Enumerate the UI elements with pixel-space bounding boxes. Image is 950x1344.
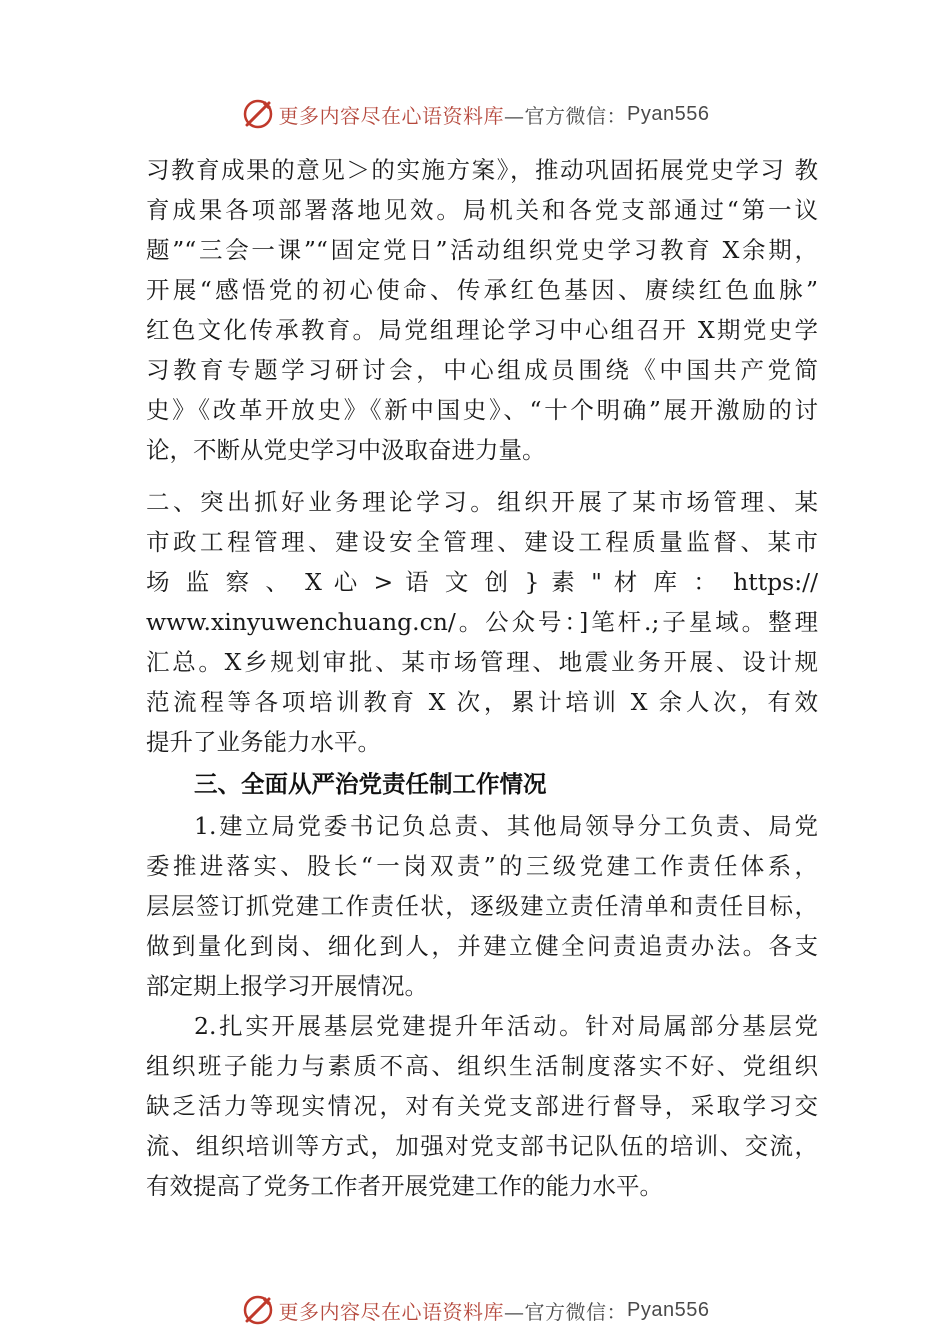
text-line: 委推进落实、股长“一岗双责”的三级党建工作责任体系，	[146, 852, 818, 880]
text-line: 论，不断从党史学习中汲取奋进力量。	[146, 436, 546, 464]
text-line: 市政工程管理、建设安全管理、建设工程质量监督、某市	[146, 528, 818, 556]
text-line: 做到量化到岗、细化到人，并建立健全问责追责办法。各支	[146, 932, 818, 960]
header-banner	[0, 94, 950, 134]
text-line: 场 监 察 、 X 心 > 语 文 创 } 素 " 材 库 ： https://	[146, 568, 818, 596]
document-body	[146, 150, 818, 1206]
text-line: 部定期上报学习开展情况。	[146, 972, 428, 1000]
text-line: 题”“三会一课”“固定党日”活动组织党史学习教育 X余期，	[146, 236, 818, 264]
text-line: 史》《改革开放史》《新中国史》、“十个明确”展开激励的讨	[146, 396, 818, 424]
text-line: www.xinyuwenchuang.cn/。公众号：]笔杆.;子星域。整理	[146, 608, 818, 636]
banner-brand-text: 更多内容尽在心语资料库	[278, 103, 505, 128]
footer-banner	[0, 1290, 950, 1330]
banner-brand-text: 更多内容尽在心语资料库	[278, 1299, 505, 1324]
section-heading: 三、全面从严治党责任制工作情况	[194, 770, 547, 798]
banner-wechat-id: Pyan556	[627, 1298, 710, 1321]
paragraph-2	[146, 482, 818, 762]
text-line: 有效提高了党务工作者开展党建工作的能力水平。	[146, 1172, 663, 1200]
paragraph-4	[146, 1006, 818, 1206]
text-line: 提升了业务能力水平。	[146, 728, 381, 756]
text-line: 流、组织培训等方式，加强对党支部书记队伍的培训、交流，	[146, 1132, 818, 1160]
brush-logo-icon	[241, 97, 275, 131]
text-line: 汇总。X乡规划审批、某市场管理、地震业务开展、设计规	[146, 648, 818, 676]
text-line: 二、突出抓好业务理论学习。组织开展了某市场管理、某	[146, 488, 818, 516]
text-line: 开展“感悟党的初心使命、传承红色基因、赓续红色血脉”	[146, 276, 818, 304]
text-line: 习教育成果的意见＞的实施方案》，推动巩固拓展党史学习 教	[146, 156, 818, 184]
brush-logo-icon	[241, 1293, 275, 1327]
text-line: 育成果各项部署落地见效。局机关和各党支部通过“第一议	[146, 196, 818, 224]
banner-wechat-id: Pyan556	[627, 102, 710, 125]
text-line: 缺乏活力等现实情况，对有关党支部进行督导，采取学习交	[146, 1092, 818, 1120]
text-line: 范流程等各项培训教育 X 次，累计培训 X 余人次，有效	[146, 688, 818, 716]
banner-wechat-label: —官方微信：	[504, 103, 628, 128]
text-line: 习教育专题学习研讨会，中心组成员围绕《中国共产党简	[146, 356, 818, 384]
paragraph-3	[146, 806, 818, 1006]
paragraph-1	[146, 150, 818, 470]
text-line: 层层签订抓党建工作责任状，逐级建立责任清单和责任目标，	[146, 892, 818, 920]
text-line: 组织班子能力与素质不高、组织生活制度落实不好、党组织	[146, 1052, 818, 1080]
text-line: 2.扎实开展基层党建提升年活动。针对局属部分基层党	[194, 1012, 818, 1040]
banner-wechat-label: —官方微信：	[504, 1299, 628, 1324]
text-line: 红色文化传承教育。局党组理论学习中心组召开 X期党史学	[146, 316, 818, 344]
text-line: 1.建立局党委书记负总责、其他局领导分工负责、局党	[194, 812, 818, 840]
